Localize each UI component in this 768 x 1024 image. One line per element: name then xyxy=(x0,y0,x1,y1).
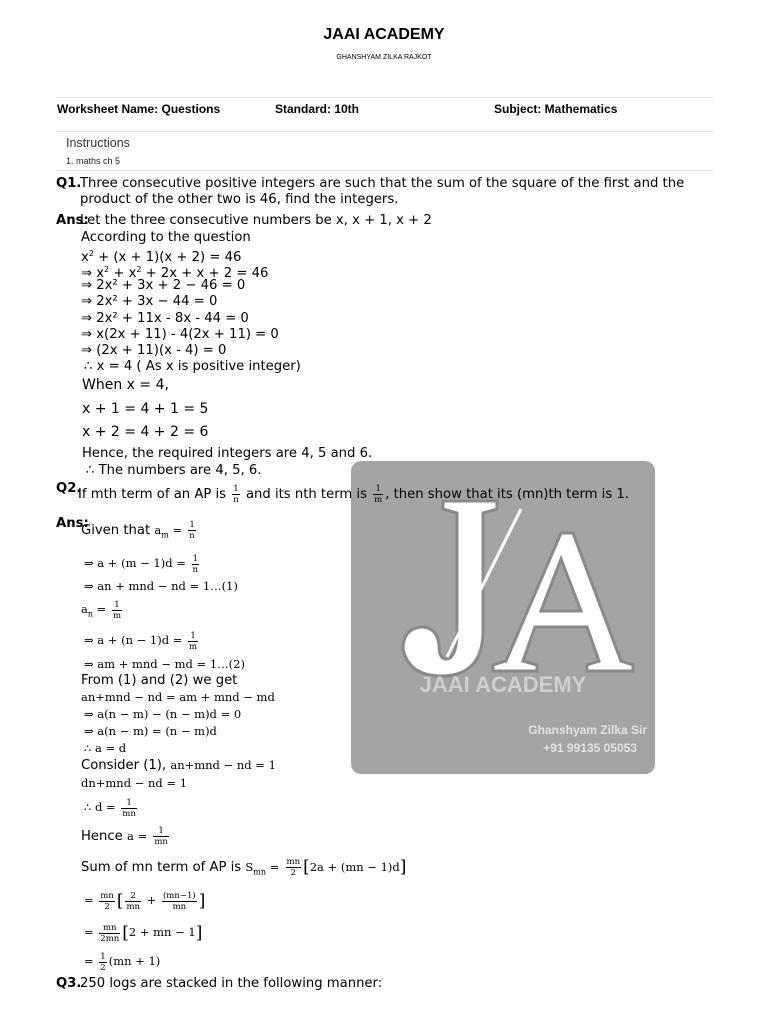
answer-line: ∴ a = d xyxy=(84,741,127,755)
answer-line: ⇒ 2x² + 3x + 2 − 46 = 0 xyxy=(81,278,246,293)
answer-line: According to the question xyxy=(81,230,251,245)
standard: Standard: 10th xyxy=(275,102,360,116)
answer-line: Sum of mn term of AP is $S_{mn}$ = $\frac{mn}{2}$ [2a + (mn − 1)d] xyxy=(81,856,407,878)
answer-line: ∴ d = $\frac{1}{mn}$ xyxy=(84,797,136,819)
question-text: product of the other two is 46, find the integers. xyxy=(80,192,399,207)
divider xyxy=(56,131,713,132)
answer-line: an+mnd − nd = am + mnd − md xyxy=(81,690,275,704)
answer-line: Given that $a_m$ = $\frac{1}{n}$ xyxy=(81,519,195,541)
answer-line: $x^2 + (x + 1)(x + 2) = 46$ xyxy=(81,249,242,265)
answer-line: dn+mnd − nd = 1 xyxy=(81,776,188,790)
answer-line: = $\frac{mn}{2mn}$ [2 + mn − 1] xyxy=(84,922,203,944)
answer-line: ⇒ (2x + 11)(x - 4) = 0 xyxy=(81,343,227,358)
divider xyxy=(56,170,713,171)
question-label: Q3. xyxy=(56,976,82,991)
header-subtitle: GHANSHYAM ZILKA RAJKOT xyxy=(336,54,432,61)
answer-line: From (1) and (2) we get xyxy=(81,673,238,688)
instructions-title: Instructions xyxy=(66,136,130,150)
answer-line: ⇒ a + (m − 1)d = $\frac{1}{n}$ xyxy=(84,553,199,575)
header-title: JAAI ACADEMY xyxy=(323,26,445,43)
question-label: Q2. xyxy=(56,481,82,496)
question-text: Three consecutive positive integers are such that the sum of the square of the first and the xyxy=(80,176,685,191)
answer-line: ∴ x = 4 ( As x is positive integer) xyxy=(84,359,301,374)
divider xyxy=(56,97,713,98)
worksheet-name: Worksheet Name: Questions xyxy=(57,102,221,116)
question-label: Q1. xyxy=(56,176,82,191)
question-text: 250 logs are stacked in the following manner: xyxy=(80,976,383,991)
answer-line: ⇒ 2x² + 3x − 44 = 0 xyxy=(81,294,218,309)
answer-line: $a_n$ = $\frac{1}{m}$ xyxy=(81,599,122,621)
answer-line: Consider (1), an+mnd − nd = 1 xyxy=(81,758,276,773)
answer-line: ⇒ a(n − m) = (n − m)d xyxy=(84,724,217,738)
answer-line: = $\frac{1}{2}$ (mn + 1) xyxy=(84,951,161,973)
answer-line: = $\frac{mn}{2}$ [ $\frac{2}{mn}$ + $\frac{(mn-1)}{mn}$ ] xyxy=(84,890,206,912)
watermark-brand: JAAI ACADEMY xyxy=(419,672,587,697)
answer-line: ⇒ x(2x + 11) - 4(2x + 11) = 0 xyxy=(81,327,279,342)
answer-label: Ans: xyxy=(56,516,89,531)
answer-line: ⇒ 2x² + 11x - 8x - 44 = 0 xyxy=(81,311,249,326)
answer-line: ⇒ a + (n − 1)d = $\frac{1}{m}$ xyxy=(84,630,198,652)
subject: Subject: Mathematics xyxy=(494,102,618,116)
question-text: If mth term of an AP is $\frac{1}{n}$ and its nth term is $\frac{1}{m}$ , then show that its (mn)th term is 1. xyxy=(78,483,629,505)
answer-line: x + 1 = 4 + 1 = 5 xyxy=(82,401,209,417)
answer-label: Ans: xyxy=(56,213,89,228)
answer-line: Hence, the required integers are 4, 5 and 6. xyxy=(82,446,373,461)
answer-line: ∴ The numbers are 4, 5, 6. xyxy=(86,463,262,478)
watermark-owner: Ghanshyam Zilka Sir xyxy=(528,723,647,737)
answer-line: x + 2 = 4 + 2 = 6 xyxy=(82,424,209,440)
watermark-phone: +91 99135 05053 xyxy=(543,741,637,755)
answer-line: ⇒ am + mnd − md = 1…(2) xyxy=(84,657,245,671)
answer-line: Let the three consecutive numbers be x, x + 1, x + 2 xyxy=(80,213,432,228)
answer-line: ⇒ an + mnd − nd = 1…(1) xyxy=(84,579,238,593)
answer-line: Hence a = $\frac{1}{mn}$ xyxy=(81,825,168,847)
answer-line: ⇒ $x^2 + x^2 + 2x + x + 2 = 46$ xyxy=(81,265,269,281)
answer-line: When x = 4, xyxy=(82,377,169,393)
answer-line: ⇒ a(n − m) − (n − m)d = 0 xyxy=(84,707,242,721)
instructions-item: 1. maths ch 5 xyxy=(66,156,121,166)
